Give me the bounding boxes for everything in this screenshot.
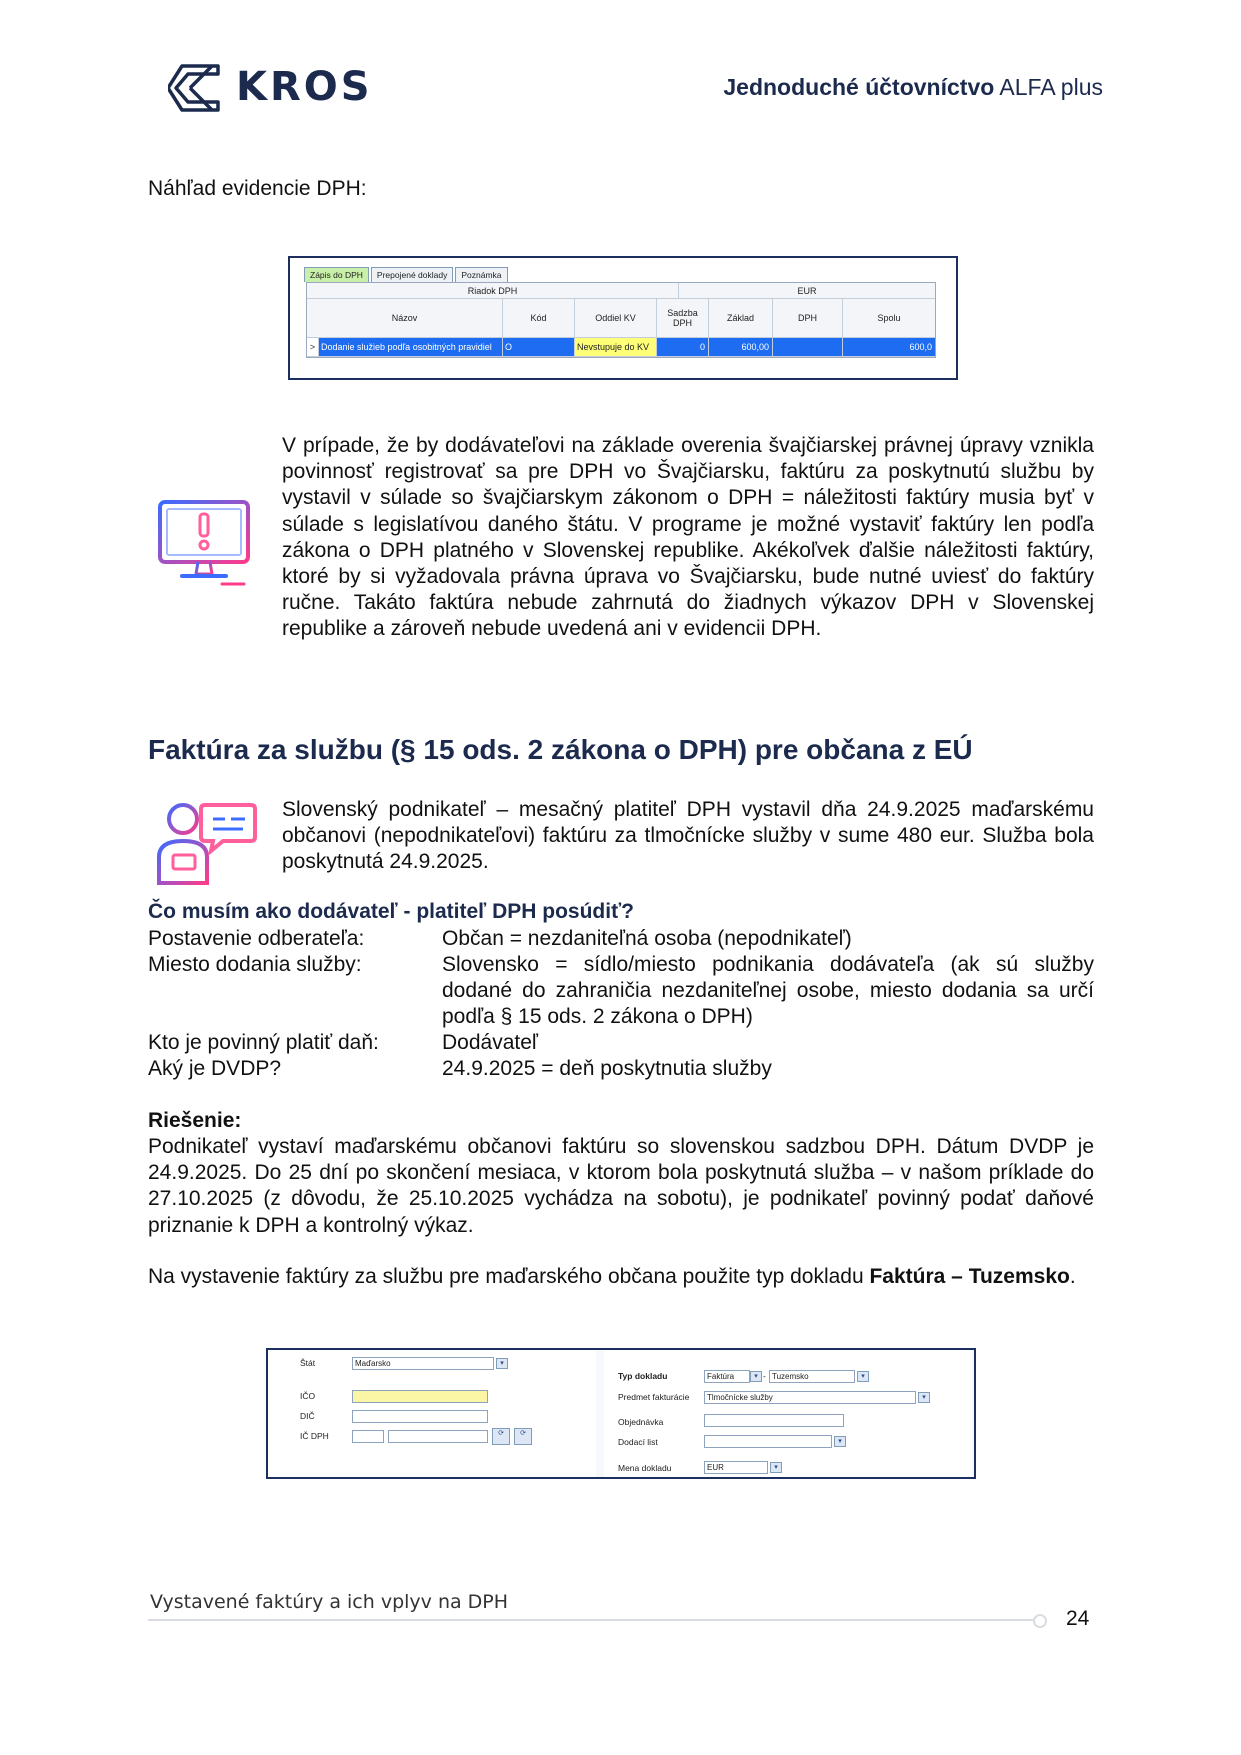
cell-base[interactable]: 600,00 <box>709 338 773 356</box>
doc-subtype-field[interactable]: Tuzemsko <box>769 1370 855 1383</box>
chevron-down-icon[interactable]: ▾ <box>834 1436 846 1447</box>
delivery-label: Dodací list <box>618 1437 658 1447</box>
ico-field[interactable] <box>352 1390 488 1403</box>
tab-note[interactable]: Poznámka <box>455 267 507 282</box>
footer-chapter: Vystavené faktúry a ich vplyv na DPH <box>150 1591 509 1613</box>
footer-divider <box>148 1619 1036 1621</box>
subject-label: Predmet fakturácie <box>618 1392 690 1402</box>
qa-label-0: Postavenie odberateľa: <box>148 927 365 950</box>
grid-group-header <box>307 283 935 299</box>
qa-value-1: Slovensko = sídlo/miesto podnikania dodávateľa (ak sú služby dodané do zahraničia nezdaniteľnej osobe, miesto dodania sa určí podľa § 15 ods. 2 zákona o DPH) <box>442 953 1094 1029</box>
dic-label: DIČ <box>300 1411 315 1421</box>
grid-column-header <box>307 299 935 338</box>
col-vat-rate[interactable]: Sadzba DPH <box>657 299 709 337</box>
qa-label-3: Aký je DVDP? <box>148 1057 282 1080</box>
lookup-icon[interactable]: ⟳ <box>492 1428 510 1445</box>
col-total[interactable]: Spolu <box>877 313 901 323</box>
footer-dot <box>1033 1614 1047 1628</box>
qa-value-2: Dodávateľ <box>442 1031 539 1054</box>
dic-field[interactable] <box>352 1410 488 1423</box>
order-label: Objednávka <box>618 1417 664 1427</box>
lookup-icon[interactable]: ⟳ <box>514 1428 532 1445</box>
qa-value-3: 24.9.2025 = deň poskytnutia služby <box>442 1057 772 1080</box>
chevron-down-icon[interactable]: ▾ <box>918 1392 930 1403</box>
logo-text: KROS <box>236 64 373 110</box>
subject-field[interactable]: Tlmočnícke služby <box>704 1391 916 1404</box>
vat-grid <box>306 282 936 358</box>
section-heading: Faktúra za službu (§ 15 ods. 2 zákona o DPH) pre občana z EÚ <box>148 734 973 765</box>
col-base[interactable]: Základ <box>709 299 773 337</box>
currency-field[interactable]: EUR <box>704 1461 768 1474</box>
solution-text: Podnikateľ vystaví maďarskému občanovi faktúru so slovenskou sadzbou DPH. Dátum DVDP je 24.9.2025. Do 25 dní po skončení mesiaca, v ktorom bola poskytnutá služba – v našom príklade do 27.10.2025 (z dôvodu, že 25.10.2025 vychádza na sobotu), je podnikateľ povinný podať daňové priznanie k DPH a kontrolný výkaz. <box>148 1135 1094 1237</box>
col-kv-section[interactable]: Oddiel KV <box>575 299 657 337</box>
separator: - <box>763 1371 766 1381</box>
cell-kv-section[interactable]: Nevstupuje do KV <box>575 338 657 356</box>
solution-label: Riešenie: <box>148 1109 242 1132</box>
doc-type-label: Typ dokladu <box>618 1371 668 1381</box>
page-number: 24 <box>1066 1607 1090 1630</box>
person-chat-icon <box>153 797 259 889</box>
row-marker: > <box>307 338 319 356</box>
doc-type-field[interactable]: Faktúra <box>704 1370 750 1383</box>
cell-vat[interactable] <box>773 338 843 356</box>
example-text: Slovenský podnikateľ – mesačný platiteľ DPH vystavil dňa 24.9.2025 maďarskému občanovi (nepodnikateľovi) faktúru za tlmočnícke služby v sume 480 eur. Služba bola poskytnutá 24.9.2025. <box>282 798 1094 874</box>
cell-code[interactable]: O <box>503 338 575 356</box>
chevron-down-icon[interactable]: ▾ <box>750 1371 762 1382</box>
delivery-field[interactable] <box>704 1435 832 1448</box>
cell-vat-rate[interactable]: 0 <box>657 338 709 356</box>
kros-logo-icon <box>168 62 228 114</box>
cell-total[interactable]: 600,0 <box>909 342 932 352</box>
qa-label-2: Kto je povinný platiť daň: <box>148 1031 379 1054</box>
icdph-prefix-field[interactable] <box>352 1430 384 1443</box>
instruction-text: Na vystavenie faktúry za službu pre maďarského občana použite typ dokladu Faktúra – Tuzemsko. <box>148 1265 1076 1288</box>
group-vat-row: Riadok DPH <box>307 283 679 298</box>
qa-label-1: Miesto dodania služby: <box>148 953 362 976</box>
tab-vat-entry[interactable]: Zápis do DPH <box>304 267 369 282</box>
qa-value-0: Občan = nezdaniteľná osoba (nepodnikateľ) <box>442 927 852 950</box>
tab-linked-docs[interactable]: Prepojené doklady <box>371 267 453 282</box>
table-row[interactable] <box>307 338 935 357</box>
chevron-down-icon[interactable]: ▾ <box>770 1462 782 1473</box>
state-label: Štát <box>300 1358 316 1368</box>
grid-tabs <box>304 267 510 282</box>
icdph-field[interactable] <box>388 1430 488 1443</box>
currency-label: Mena dokladu <box>618 1463 672 1473</box>
question-heading: Čo musím ako dodávateľ - platiteľ DPH posúdiť? <box>148 900 634 923</box>
kros-logo <box>168 62 373 114</box>
state-field[interactable]: Maďarsko <box>352 1357 494 1370</box>
group-eur: EUR <box>797 285 817 296</box>
chevron-down-icon[interactable]: ▾ <box>496 1358 508 1369</box>
intro-text: Náhľad evidencie DPH: <box>148 177 367 200</box>
document-panel <box>604 1350 972 1477</box>
order-field[interactable] <box>704 1414 844 1427</box>
monitor-warning-icon <box>152 496 256 586</box>
col-name[interactable]: Názov <box>307 299 503 337</box>
col-vat[interactable]: DPH <box>773 299 843 337</box>
col-code[interactable]: Kód <box>503 299 575 337</box>
ico-label: IČO <box>300 1391 316 1401</box>
invoice-form-screenshot <box>266 1348 976 1479</box>
chevron-down-icon[interactable]: ▾ <box>857 1371 869 1382</box>
cell-name[interactable]: Dodanie služieb podľa osobitných pravidiel <box>319 338 503 356</box>
vat-record-screenshot <box>288 256 958 380</box>
swiss-vat-note: V prípade, že by dodávateľovi na základe overenia švajčiarskej právnej úpravy vznikla povinnosť registrovať sa pre DPH vo Švajčiarsku, faktúru za poskytnutú službu by vystavil v súlade so švajčiarskym zákonom o DPH = náležitosti faktúry musia byť v súlade s legislatívou daného štátu. V programe je možné vystaviť faktúry len podľa zákona o DPH platného v Slovenskej republike. Akékoľvek ďalšie náležitosti faktúry, ktoré by si vyžadovala právna úprava vo Švajčiarsku, bude nutné uviesť do faktúry ručne. Takáto faktúra nebude zahrnutá do žiadnych výkazov DPH v Slovenskej republike a zároveň nebude uvedená ani v evidencii DPH. <box>282 434 1094 641</box>
customer-panel <box>268 1350 596 1477</box>
document-title: Jednoduché účtovníctvo ALFA plus <box>723 74 1103 100</box>
icdph-label: IČ DPH <box>300 1431 329 1441</box>
